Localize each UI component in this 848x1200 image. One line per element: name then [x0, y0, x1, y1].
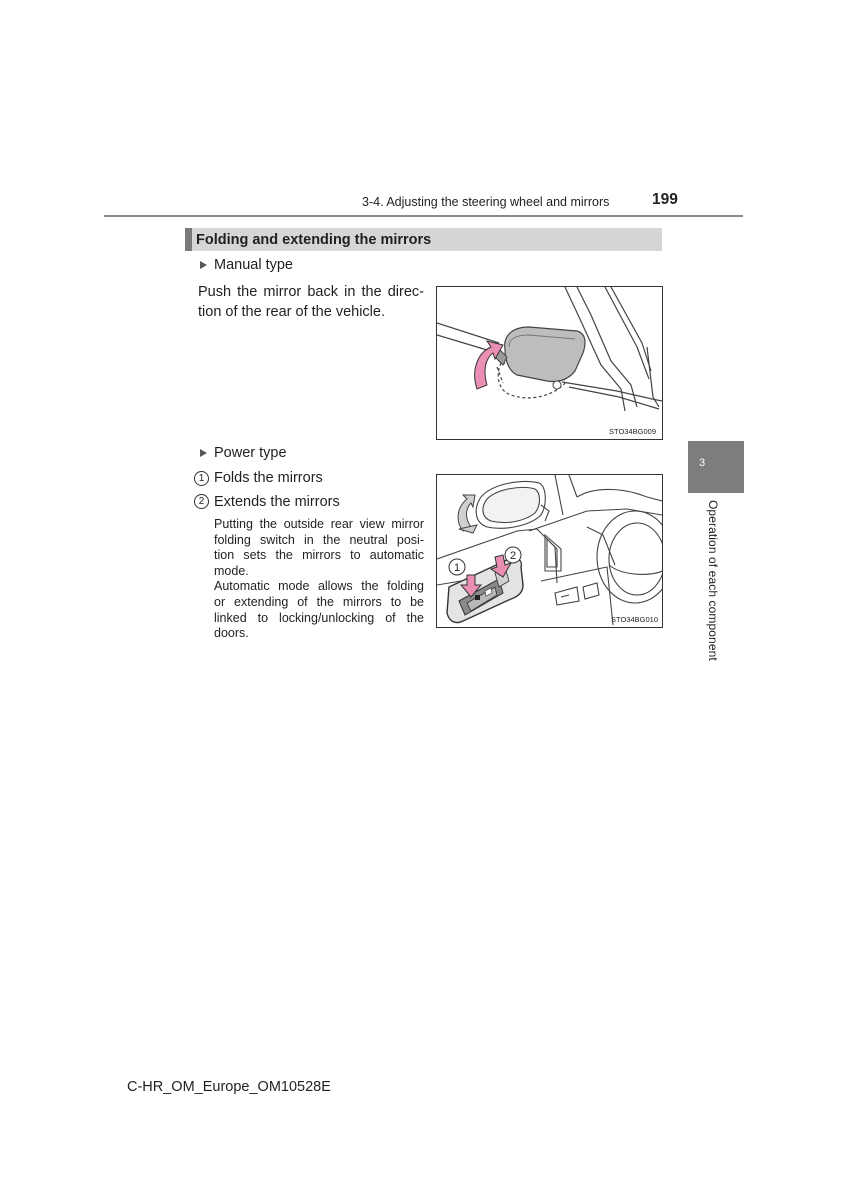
note-line: or extending of the mirrors to be [214, 594, 424, 609]
figure-code: STO34BG009 [609, 427, 656, 436]
chapter-number: 3 [699, 457, 706, 469]
manual-type-title: Manual type [214, 257, 293, 273]
chapter-title: Operation of each component [706, 500, 720, 661]
note-line: folding switch in the neutral posi- [214, 532, 424, 547]
figure-code: STO34BG010 [611, 615, 658, 624]
note-line: doors. [214, 626, 249, 641]
running-header-section: 3-4. Adjusting the steering wheel and mirrors [362, 195, 610, 209]
note-line: mode. [214, 563, 249, 578]
note-line: Automatic mode allows the folding [214, 579, 424, 594]
note-line: linked to locking/unlocking of the [214, 610, 424, 625]
manual-line-1: Push the mirror back in the direc- [198, 284, 424, 300]
automatic-mode-note [214, 517, 424, 642]
document-code: C-HR_OM_Europe_OM10528E [127, 1079, 331, 1095]
power-mirror-illustration [436, 474, 663, 628]
item-number-1: 1 [194, 471, 209, 486]
section-heading: Folding and extending the mirrors [196, 232, 432, 248]
callout-1: 1 [453, 562, 461, 574]
item-fold-mirrors: Folds the mirrors [214, 470, 323, 486]
manual-line-2: tion of the rear of the vehicle. [198, 304, 385, 320]
note-line: Putting the outside rear view mirror [214, 517, 424, 531]
power-type-title: Power type [214, 445, 287, 461]
manual-instructions [198, 282, 424, 322]
page-number: 199 [652, 191, 678, 208]
chapter-thumb-tab [688, 441, 744, 493]
bullet-triangle-icon [200, 261, 207, 269]
item-extend-mirrors: Extends the mirrors [214, 494, 340, 510]
note-line: tion sets the mirrors to automatic [214, 548, 424, 563]
power-mirror-drawing [437, 475, 662, 627]
manual-mirror-drawing [437, 287, 662, 439]
item-number-2: 2 [194, 494, 209, 509]
manual-mirror-illustration [436, 286, 663, 440]
header-rule [104, 215, 743, 217]
bullet-triangle-icon [200, 449, 207, 457]
callout-2: 2 [509, 550, 517, 562]
